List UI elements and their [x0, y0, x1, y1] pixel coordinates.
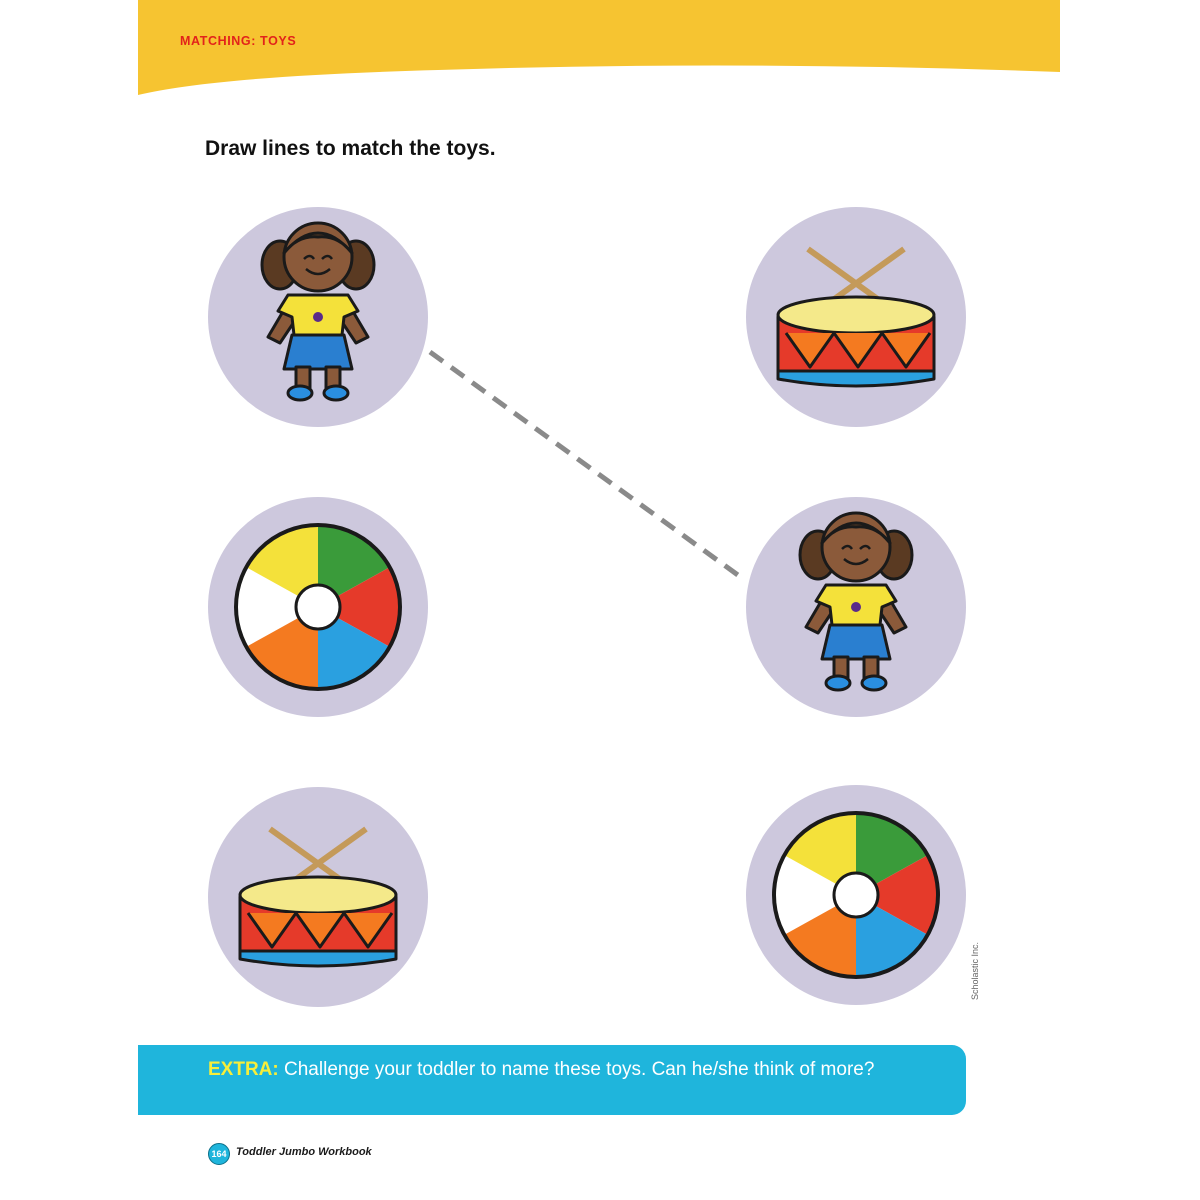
- left-toy-doll[interactable]: [208, 207, 428, 427]
- header-label: MATCHING: TOYS: [180, 34, 297, 48]
- doll-icon: [208, 207, 428, 427]
- instructions: Draw lines to match the toys.: [205, 137, 496, 160]
- beach-ball-icon: [746, 785, 966, 1005]
- extra-body: Challenge your toddler to name these toys. Can he/she think of more?: [284, 1059, 875, 1080]
- book-title: Toddler Jumbo Workbook: [236, 1146, 372, 1158]
- right-toy-drum[interactable]: [746, 207, 966, 427]
- left-toy-ball[interactable]: [208, 497, 428, 717]
- extra-label: EXTRA:: [208, 1059, 279, 1080]
- header-banner: [138, 0, 1060, 95]
- extra-box: [138, 1045, 966, 1115]
- publisher-credit: Scholastic Inc.: [970, 941, 980, 1000]
- right-toy-doll[interactable]: [746, 497, 966, 717]
- drum-icon: [746, 207, 966, 427]
- doll-icon: [746, 497, 966, 717]
- beach-ball-icon: [208, 497, 428, 717]
- extra-text: [208, 1059, 948, 1081]
- right-toy-ball[interactable]: [746, 785, 966, 1005]
- page-number: 164: [208, 1143, 230, 1165]
- drum-icon: [208, 787, 428, 1007]
- worksheet-page: [138, 0, 1060, 1200]
- left-toy-drum[interactable]: [208, 787, 428, 1007]
